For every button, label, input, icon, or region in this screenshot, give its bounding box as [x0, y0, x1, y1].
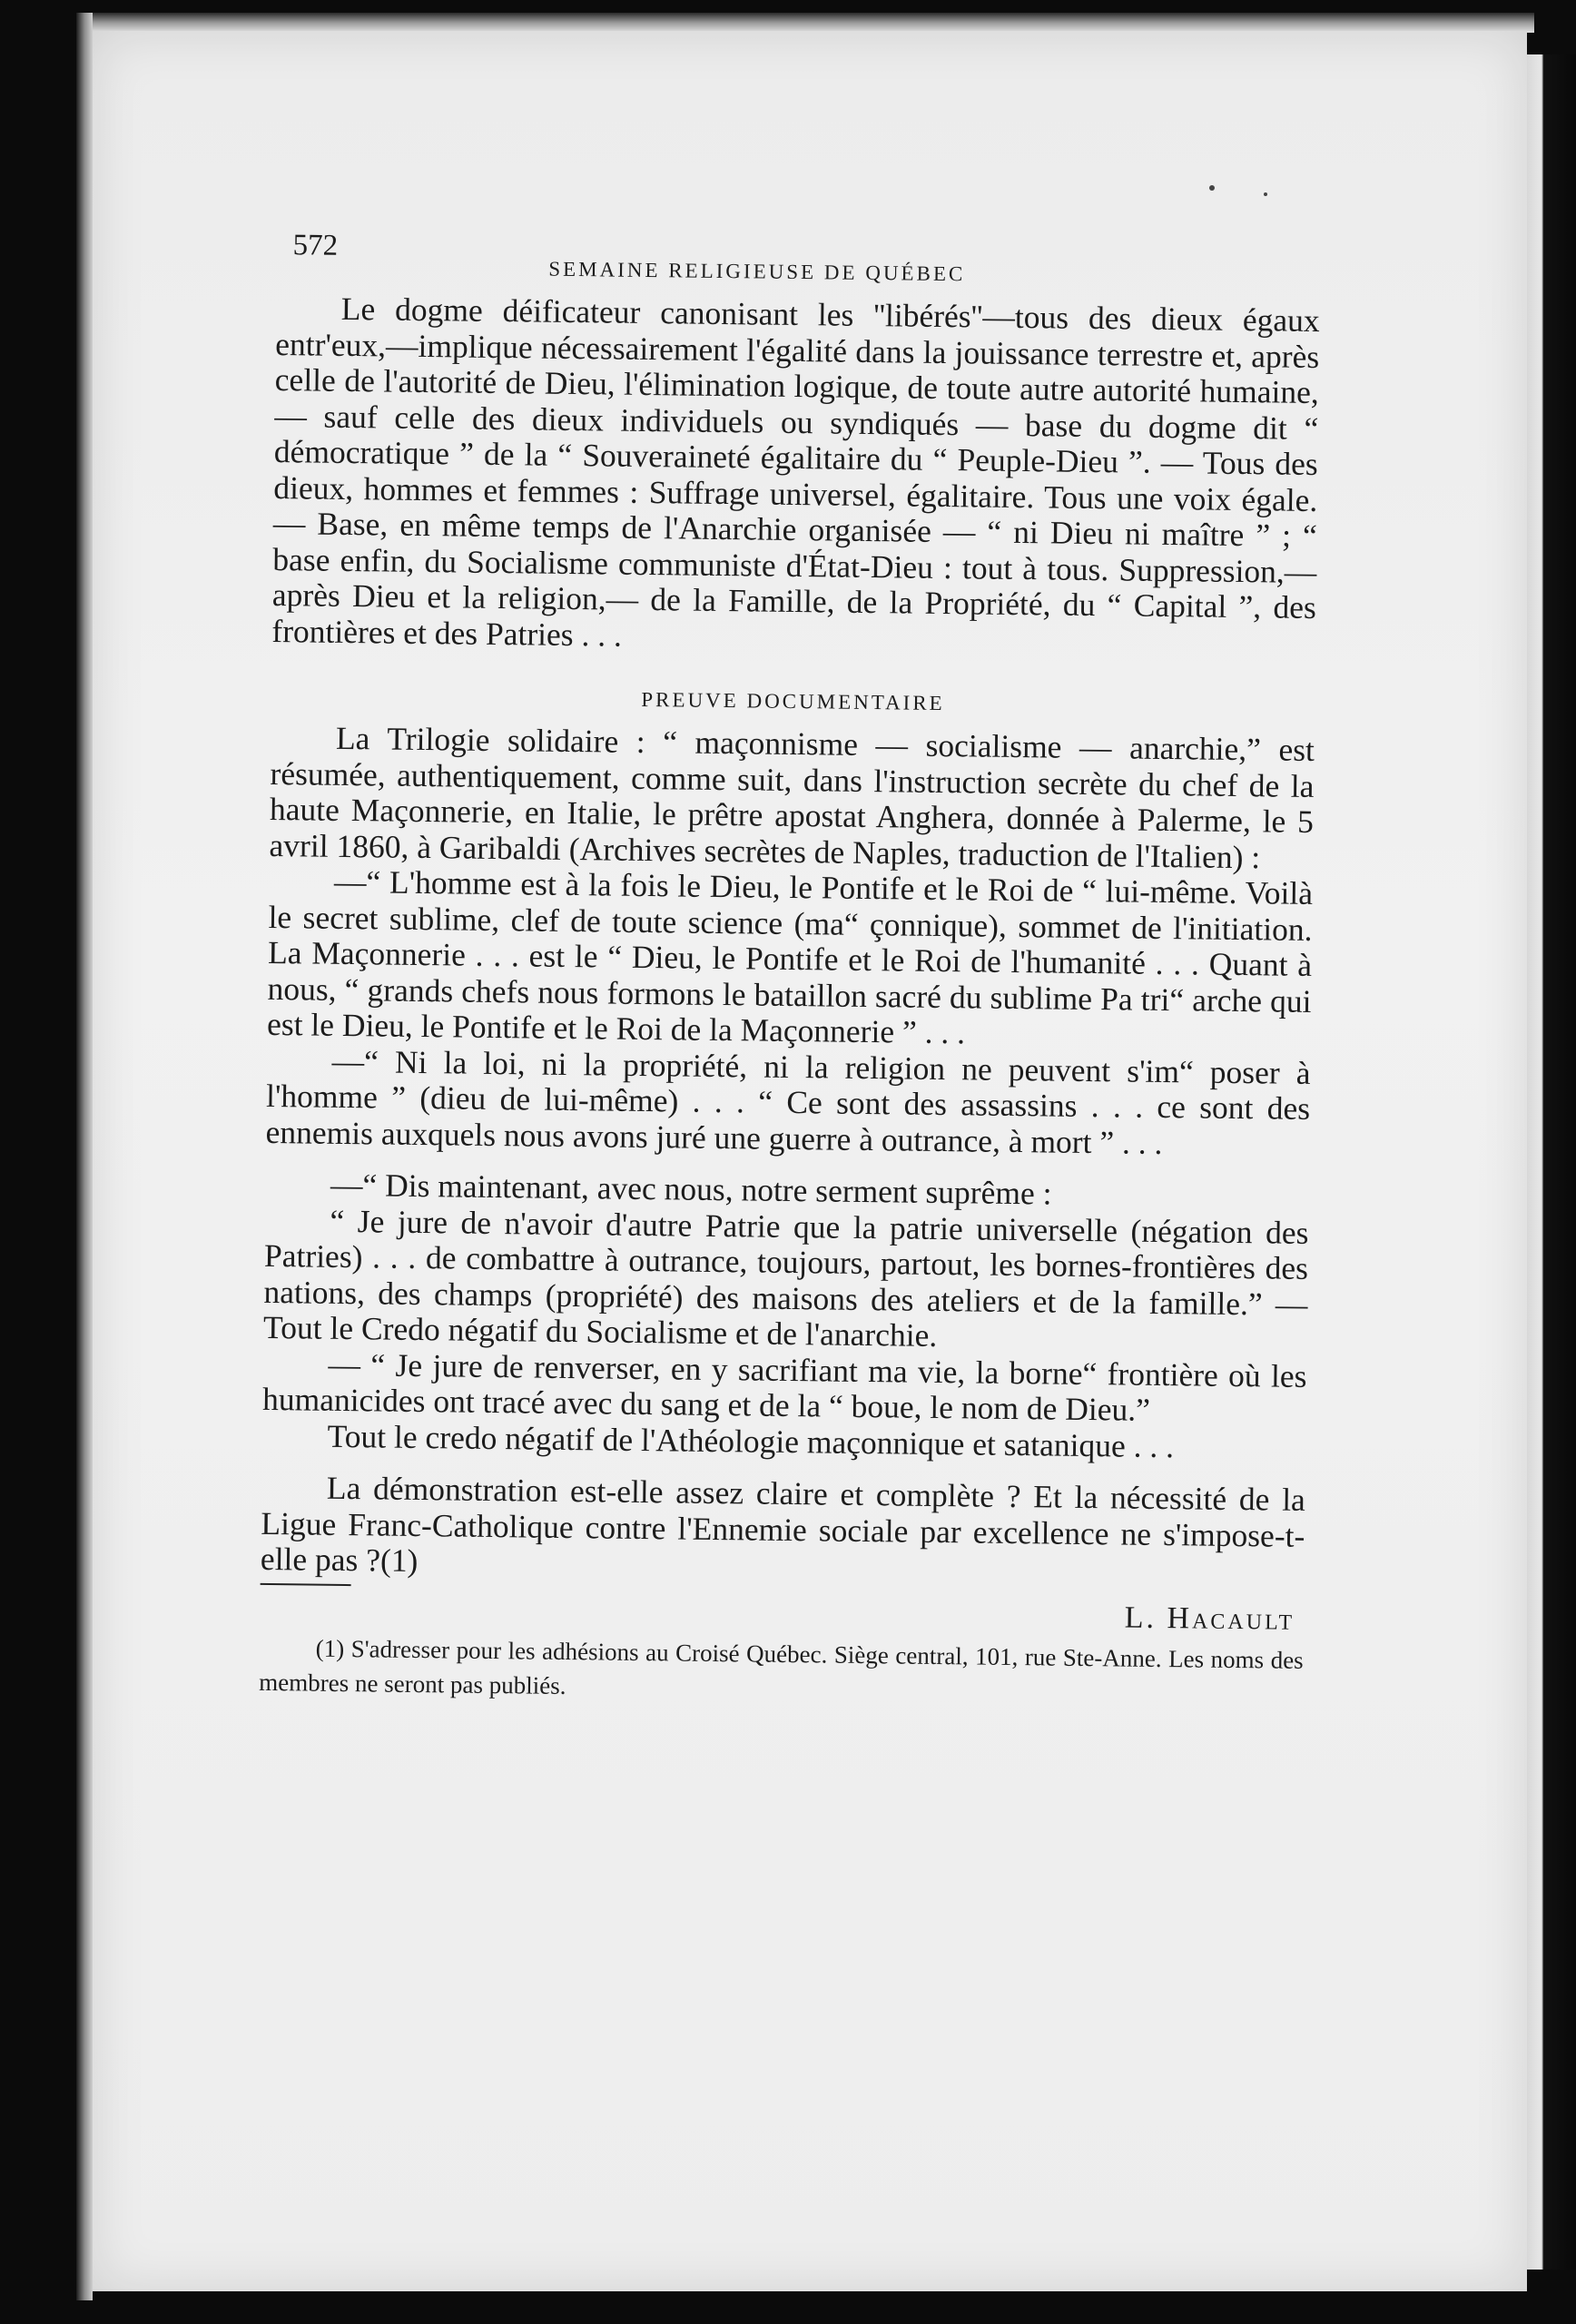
section-heading: PREUVE DOCUMENTAIRE — [641, 687, 945, 715]
paper-top-edge — [82, 13, 1534, 33]
page-number: 572 — [292, 229, 339, 262]
intro-paragraph: Le dogme déificateur canonisant les ''libérés''—tous des dieux égaux entr'eux,—implique nécessairement l'égalité dans la jouissance terrestre et, après celle de l'autorité de Dieu, l'élimination logique, de toute autre autorité humaine,— sauf celle des dieux individuels ou syndiqués — base du dogme dit “ démocratique ” de la “ Souveraineté égalitaire du “ Peuple-Dieu ”. — Tous des dieux, hommes et femmes : Suffrage universel, égalitaire. Tous une voix égale.— Base, en même temps de l'Anarchie organisée — “ ni Dieu ni maître ” ; “ base enfin, du Socialisme communiste d'État-Dieu : tout à tous. Suppression,— après Dieu et la religion,— de la Famille, de la Propriété, du “ Capital ”, des frontières et des Patries . . . — [271, 290, 1320, 654]
paper-left-edge — [76, 13, 93, 2300]
page-text — [259, 218, 1321, 1711]
author-signature: L. Hacault — [1124, 1600, 1295, 1637]
body-paragraph: —“ Dis maintenant, avec nous, notre serment suprême : — [330, 1166, 1052, 1212]
dust-speck — [1209, 185, 1215, 191]
dust-speck — [1264, 192, 1267, 196]
body-paragraph: —“ L'homme est à la fois le Dieu, le Pontife et le Roi de “ lui-même. Voilà le secret sublime, clef de toute science (ma“ çonnique), sommet de l'initiation. La Maçonnerie . . . est le “ Dieu, le Pontife et le Roi de l'humanité . . . Quant à nous, “ grands chefs nous formons le bataillon sacré du sublime Pa tri“ arche qui est le Dieu, le Pontife et le Roi de la Maçonnerie ” . . . — [266, 862, 1314, 1051]
running-head: SEMAINE RELIGIEUSE DE QUÉBEC — [548, 257, 966, 286]
body-paragraph: Tout le credo négatif de l'Athéologie maçonnique et satanique . . . — [327, 1417, 1175, 1464]
closing-paragraph: La démonstration est-elle assez claire et complète ? Et la nécessité de la Ligue Franc-Catholique contre l'Ennemie sociale par excellence ne s'impose-t-elle pas ?(1) — [260, 1469, 1306, 1580]
page-header — [276, 218, 1321, 303]
body-paragraph: —“ Ni la loi, ni la propriété, ni la religion ne peuvent s'im“ poser à l'homme ” (dieu de lui-même) . . . “ Ce sont des assassins . . . ce sont des ennemis auxquels nous avons juré une guerre à outrance, à mort ” . . . — [265, 1042, 1311, 1161]
footnote-rule — [261, 1582, 351, 1585]
footnote: (1) S'adresser pour les adhésions au Croisé Québec. Siège central, 101, rue Ste-Anne. Les noms des membres ne seront pas publiés. — [259, 1634, 1304, 1699]
body-paragraph: La Trilogie solidaire : “ maçonnisme — socialisme — anarchie,” est résumée, authentiquement, comme suit, dans l'instruction secrète du chef de la haute Maçonnerie, en Italie, le prêtre apostat Anghera, donnée à Palerme, le 5 avril 1860, à Garibaldi (Archives secrètes de Naples, traduction de l'Italien) : — [269, 719, 1315, 875]
body-paragraph: “ Je jure de n'avoir d'autre Patrie que la patrie universelle (négation des Patries) . . . de combattre à outrance, toujours, partout, les bornes-frontières des nations, des champs (propriété) des maisons des ateliers et de la famille.” — Tout le Credo négatif du Socialisme et de l'anarchie. — [262, 1202, 1309, 1354]
adjacent-page-edge — [1527, 54, 1576, 2270]
body-paragraph: — “ Je jure de renverser, en y sacrifiant ma vie, la borne“ frontière où les humanicides ont tracé avec du sang et de la “ boue, le nom de Dieu.” — [261, 1345, 1307, 1428]
